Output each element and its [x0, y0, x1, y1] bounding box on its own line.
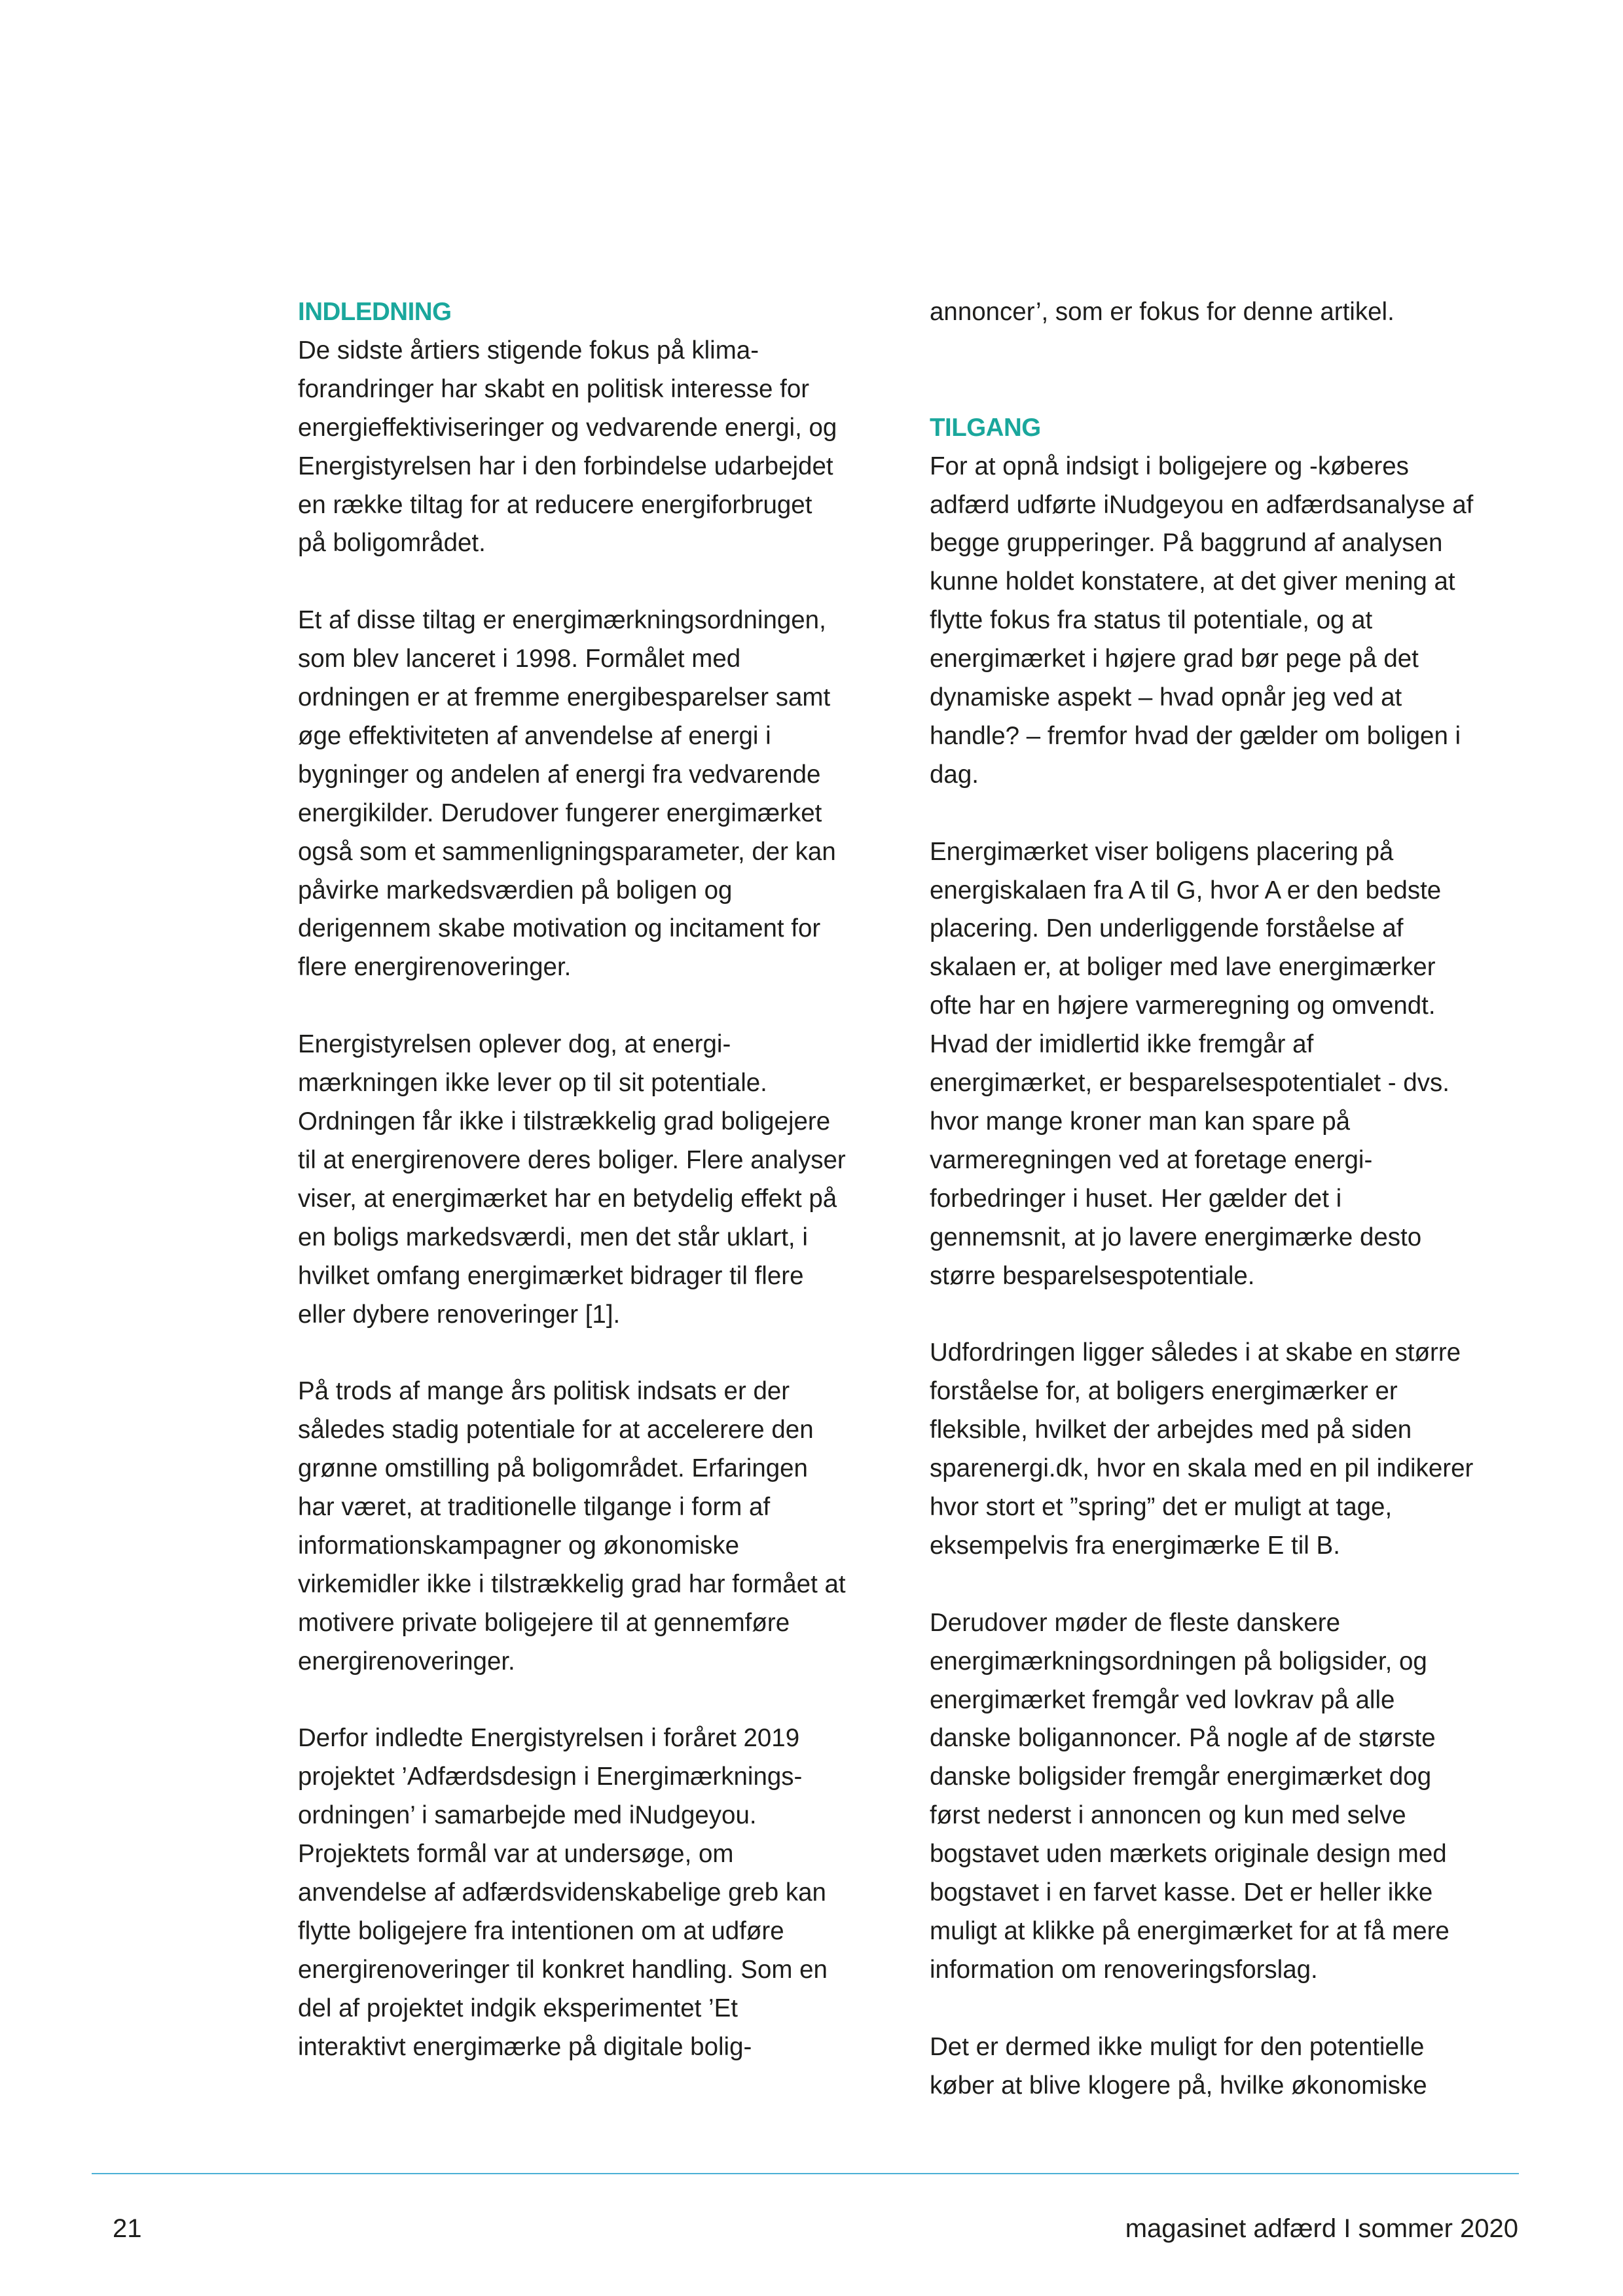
paragraph: Energistyrelsen oplever dog, at energimærkningen ikke lever op til sit potentiale. Ordningen får ikke i tilstrækkelig grad boligejere til at energirenovere deres boliger. Flere analyser viser, at energimærket har en betydelig effekt på en boligs markedsværdi, men det står uklart, i hvilket omfang energimærket bidrager til flere eller dybere renoveringer [1]. [298, 1030, 846, 1329]
left-column [298, 293, 847, 2067]
magazine-issue-label: magasinet adfærd I sommer 2020 [1125, 2214, 1518, 2243]
section-heading-tilgang: TILGANG [930, 413, 1041, 442]
paragraph: Udfordringen ligger således i at skabe en større forståelse for, at boligers energimærker er fleksible, hvilket der arbejdes med på siden sparenergi.dk, hvor en skala med en pil indikerer hvor stort et ”spring” det er muligt at tage, eksempelvis fra energimærke E til B. [930, 1338, 1474, 1560]
paragraph-continuation: annoncer’, som er fokus for denne artikel. [930, 298, 1395, 326]
footer-divider [92, 2173, 1519, 2174]
paragraph: På trods af mange års politisk indsats er der således stadig potentiale for at accelerere den grønne omstilling på boligområdet. Erfaringen har været, at traditionelle tilgange i form af informationskampagner og økonomiske virkemidler ikke i tilstrækkelig grad har formået at motivere private boligejere til at gennemføre energirenoveringer. [298, 1377, 846, 1676]
page-number: 21 [113, 2214, 142, 2243]
paragraph: Det er dermed ikke muligt for den potentielle køber at blive klogere på, hvilke økonomiske [930, 2032, 1427, 2100]
paragraph: Energimærket viser boligens placering på energiskalaen fra A til G, hvor A er den bedste placering. Den underliggende forståelse af skalaen er, at boliger med lave energimærker ofte har en højere varmeregning og omvendt. Hvad der imidlertid ikke fremgår af energimærket, er besparelsespotentialet - dvs. hvor mange kroner man kan spare på varmeregningen ved at foretage energiforbedringer i huset. Her gælder det i gennemsnit, at jo lavere energimærke desto større besparelsespotentiale. [930, 837, 1450, 1290]
paragraph: Derudover møder de fleste danskere energimærkningsordningen på boligsider, og energimærket fremgår ved lovkrav på alle danske boligannoncer. På nogle af de største danske boligsider fremgår energimærket dog først nederst i annoncen og kun med selve bogstavet uden mærkets originale design med bogstavet i en farvet kasse. Det er heller ikke muligt at klikke på energimærket for at få mere information om renoveringsforslag. [930, 1608, 1450, 1984]
right-column [930, 293, 1478, 2106]
paragraph: For at opnå indsigt i boligejere og -køberes adfærd udførte iNudgeyou en adfærdsanalyse af begge grupperinger. På baggrund af analysen kunne holdet konstatere, at det giver mening at flytte fokus fra status til potentiale, og at energimærket i højere grad bør pege på det dynamiske aspekt – hvad opnår jeg ved at handle? – fremfor hvad der gælder om boligen i dag. [930, 452, 1474, 789]
paragraph: De sidste årtiers stigende fokus på klimaforandringer har skabt en politisk interesse for energieffektiviseringer og vedvarende energi, og Energistyrelsen har i den forbindelse udarbejdet en række tiltag for at reducere energiforbruget på boligområdet. [298, 336, 837, 558]
paragraph: Et af disse tiltag er energimærkningsordningen, som blev lanceret i 1998. Formålet med ordningen er at fremme energibesparelser samt øge effektiviteten af anvendelse af energi i bygninger og andelen af energi fra vedvarende energikilder. Derudover fungerer energimærket også som et sammenligningsparameter, der kan påvirke markedsværdien på boligen og derigennem skabe motivation og incitament for flere energirenoveringer. [298, 606, 836, 982]
paragraph: Projektets formål var at undersøge, om anvendelse af adfærdsvidenskabelige greb kan flytte boligejere fra intentionen om at udføre energirenoveringer til konkret handling. Som en del af projektet indgik eksperimentet ’Et interaktivt energimærke på digitale bolig- [298, 1840, 828, 2061]
paragraph: Derfor indledte Energistyrelsen i foråret 2019 projektet ’Adfærdsdesign i Energimærkningsordningen’ i samarbejde med iNudgeyou. [298, 1724, 803, 1830]
section-heading-indledning: INDLEDNING [298, 298, 452, 326]
